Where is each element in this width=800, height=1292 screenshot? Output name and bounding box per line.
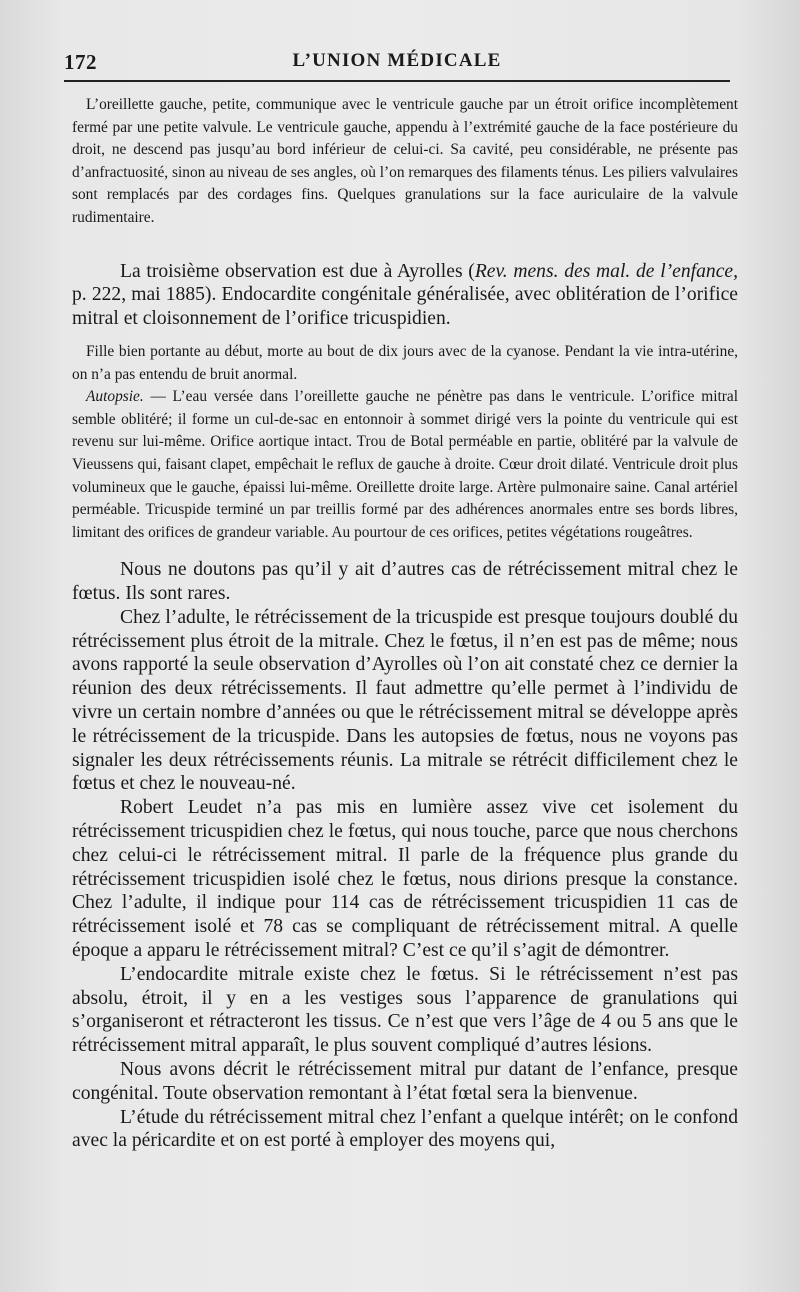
journal-reference: Rev. mens. des mal. de l’enfance, xyxy=(474,260,738,282)
running-title: L’UNION MÉDICALE xyxy=(292,50,502,71)
case-summary: Fille bien portante au début, morte au bout de dix jours avec de la cyanose. Pendant la vie intra-utérine, on n’a pas entendu de bruit anormal. xyxy=(72,342,738,383)
autopsy-label: Autopsie. xyxy=(86,388,144,406)
paragraph: Nous avons décrit le rétrécissement mitral pur datant de l’enfance, presque congénital. Toute observation remontant à l’état fœtal sera la bienvenue. xyxy=(72,1059,738,1104)
paragraph-third-observation xyxy=(72,260,738,331)
paragraph: Chez l’adulte, le rétrécissement de la tricuspide est presque toujours doublé du rétrécissement plus étroit de la mitrale. Chez le fœtus, il n’en est pas de même; nous avons rapporté la seule observation d’Ayrolles où l’on ait constaté chez ce dernier la réunion des deux rétrécissements. Il faut admettre qu’elle permet à l’individu de vivre un certain nombre d’années ou que le rétrécissement mitral se développe après le rétrécissement de la tricuspide. Dans les autopsies de fœtus, nous ne voyons pas signaler les deux rétrécissements réunis. La mitrale se rétrécit difficilement chez le fœtus et chez le nouveau-né. xyxy=(72,606,738,795)
header-rule xyxy=(64,80,730,82)
paragraph: Nous ne doutons pas qu’il y ait d’autres cas de rétrécissement mitral chez le fœtus. Ils sont rares. xyxy=(72,559,738,605)
page-header xyxy=(64,44,730,78)
page-body xyxy=(72,94,738,1153)
paragraph: L’étude du rétrécissement mitral chez l’enfant a quelque intérêt; on le confond avec la péricardite et on est porté à employer des moyens qui, xyxy=(72,1106,738,1152)
quoted-observation-end: L’oreillette gauche, petite, communique avec le ventricule gauche par un étroit orifice incomplètement fermé par une petite valvule. Le ventricule gauche, appendu à l’extrémité gauche de la face postérieure du droit, ne descend pas jusqu’au bord inférieur de celui-ci. Sa cavité, peu considérable, ne présente pas d’anfractuosité, sinon au niveau de ses angles, où l’on remarques des filaments ténus. Les piliers valvulaires sont remplacés par des cordages fins. Quelques granulations sur la face auriculaire de la valvule rudimentaire. xyxy=(72,96,738,226)
paragraph: Robert Leudet n’a pas mis en lumière assez vive cet isolement du rétrécissement tricuspidien chez le fœtus, qui nous touche, parce que nous cherchons chez celui-ci le rétrécissement mitral. Il parle de la fréquence plus grande du rétrécissement tricuspidien isolé chez le fœtus, nous dirions presque la constance. Chez l’adulte, il indique pour 114 cas de rétrécissement tricuspidien 11 cas de rétrécissement isolé et 78 cas se compliquant de rétrécissement mitral. A quelle époque a apparu le rétrécissement mitral? C’est ce qu’il s’agit de démontrer. xyxy=(72,797,738,962)
autopsy-text: — L’eau versée dans l’oreillette gauche ne pénètre pas dans le ventricule. L’orifice mitral semble oblitéré; il forme un cul-de-sac en entonnoir à sommet dirigé vers la pointe du ventricule qui est revenu sur lui-même. Orifice aortique intact. Trou de Botal perméable en partie, oblitéré par la valvule de Vieussens qui, faisant clapet, empêchait le reflux de gauche à droite. Cœur droit dilaté. Ventricule droit plus volumineux que le gauche, épaissi lui-même. Oreillette droite large. Artère pulmonaire saine. Canal artériel perméable. Tricuspide terminé un par treillis formé par des adhérences anormales entre ses bords libres, limitant des orifices de grandeur variable. Au pourtour de ces orifices, petites végétations rougeâtres. xyxy=(72,388,738,541)
paragraph: L’endocardite mitrale existe chez le fœtus. Si le rétrécissement n’est pas absolu, étroit, il y en a les vestiges sous l’apparence de granulations qui s’organiseront et rétracteront les tissus. Ce n’est que vers l’âge de 4 ou 5 ans que le rétrécissement mitral apparaît, le plus souvent compliqué d’autres lésions. xyxy=(72,963,738,1057)
autopsy-report xyxy=(72,386,738,544)
page-number: 172 xyxy=(64,50,97,74)
paragraph-text: La troisième observation est due à Ayrolles ( xyxy=(120,260,475,282)
paragraph-text: p. 222, mai 1885). Endocardite congénitale généralisée, avec oblitération de l’orifice mitral et cloisonnement de l’orifice tricuspidien. xyxy=(72,284,738,330)
